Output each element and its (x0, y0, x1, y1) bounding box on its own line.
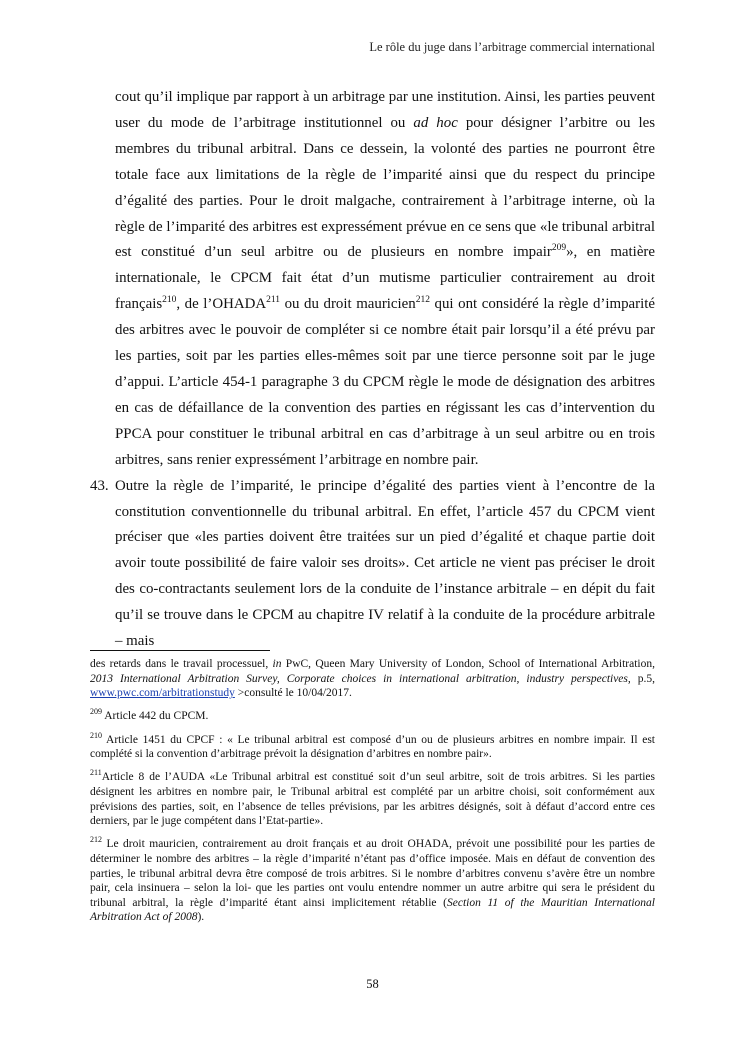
footnote-separator (90, 650, 270, 651)
paragraph-number: 43. (90, 477, 109, 494)
footnote-210 (90, 730, 655, 762)
footnote-number: 212 (90, 835, 102, 845)
text-span: ou du droit mauricien (280, 296, 416, 313)
text-span: p.5, (630, 672, 655, 685)
text-span: », en matière internationale, le CPCM fait état d’un mutisme particulier contrairement au droit français (115, 244, 655, 313)
footnote-212 (90, 837, 655, 925)
text-span: ). (197, 911, 205, 924)
paragraph-43 (90, 474, 655, 655)
text-span: PwC, Queen Mary University of London, School of International Arbitration, (281, 658, 655, 670)
italic-title: 2013 International Arbitration Survey, Corporate choices in international arbitration, industry perspectives, (90, 672, 631, 685)
text-span: des retards dans le travail processuel, (90, 658, 273, 670)
footnote-ref-212[interactable]: 212 (415, 295, 430, 306)
main-text (90, 85, 655, 655)
paragraph-continuation (90, 85, 655, 474)
footnote-209 (90, 709, 655, 724)
footnote-211 (90, 770, 655, 828)
text-span: pour désigner l’arbitre ou les membres du tribunal arbitral. Dans ce dessein, la volonté des parties ne pourront être totale face aux limitations de la règle de l’imparité ainsi que du respect du principe d’égalité des parties. Pour le droit malgache, contrairement à l’arbitrage interne, où la règle de l’imparité des arbitres est expressément prévue en ce sens que «le tribunal arbitral est constitué d’un seul arbitre ou de plusieurs en nombre impair (115, 114, 655, 261)
italic-term: in (272, 658, 282, 670)
footnote-text: Article 1451 du CPCF : « Le tribunal arbitral est composé d’un ou de plusieurs arbitres en nombre impair. Il est complété si la convention d’arbitrage prévoit la désignation d’arbitres en nombre pair». (90, 733, 655, 761)
text-span: >consulté le 10/04/2017. (234, 687, 352, 700)
footnote-ref-210[interactable]: 210 (162, 295, 177, 306)
footnote-number: 210 (90, 730, 102, 740)
footnote-text: Le droit mauricien, contrairement au droit français et au droit OHADA, prévoit une possibilité pour les parties de déterminer le nombre des arbitres – la règle d’imparité n’étant pas d’office imposée. Mais en défaut de convention des parties, le tribunal arbitral devra être composé de trois arbitres. Si le nombre d’arbitres convenu s’avère être un nombre pair, cela insinuera – selon la loi- que les parties ont voulu entendre nommer un autre arbitre qui sera le président du tribunal arbitral, la règle d’imparité étant ainsi implicitement rétablie ( (90, 838, 655, 909)
text-span: cout qu’il implique par rapport à un arbitrage par une institution. Ainsi, les parties peuvent user du mode de l’arbitrage institutionnel ou (115, 89, 655, 131)
page-number: 58 (366, 977, 379, 991)
footnotes (90, 657, 655, 933)
italic-citation: Section 11 of the Mauritian International Arbitration Act of 2008 (90, 896, 655, 924)
italic-term: ad hoc (413, 114, 458, 131)
text-span: qui ont considéré la règle d’imparité des arbitres avec le pouvoir de compléter si ce nombre était pair lorsqu’il a été prévu par les parties, soit par les parties elles-mêmes soit par une tierce personne soit par le juge d’appui. L’article 454-1 paragraphe 3 du CPCM règle le mode de désignation des arbitres en cas de défaillance de la convention des parties en régissant les cas d’intervention du PPCA pour constituer le tribunal arbitral en cas d’arbitrage à un seul arbitre ou en trois arbitres, sans renier expressément l’arbitrage en nombre pair. (115, 296, 655, 468)
pwc-link[interactable]: www.pwc.com/arbitrationstudy (90, 687, 235, 700)
footnote-continuation (90, 657, 655, 701)
text-span: Outre la règle de l’imparité, le principe d’égalité des parties vient à l’encontre de la constitution conventionnelle du tribunal arbitral. En effet, l’article 457 du CPCM vient préciser que «les parties doivent être traitées sur un pied d’égalité et chaque partie doit avoir toute possibilité de faire valoir ses droits». Cet article ne vient pas préciser le droit des co-contractants seulement lors de la conduite de l’instance arbitrale – en dépit du fait qu’il se trouve dans le CPCM au chapitre IV relatif à la conduite de la procédure arbitrale – mais (115, 477, 655, 650)
running-header: Le rôle du juge dans l’arbitrage commercial international (369, 40, 655, 54)
footnote-number: 211 (90, 768, 102, 778)
footnote-text: Article 8 de l’AUDA «Le Tribunal arbitral est constitué soit d’un seul arbitre, soit de trois arbitres. Si les parties désignent les arbitres en nombre pair, le Tribunal arbitral est complété par un arbitre choisi, soit conformément aux prévisions des parties, soit, en l’absence de telles prévisions, par les arbitres désignés, soit à défaut d’accord entre ces derniers, par le juge compétent dans l’Etat-partie». (90, 771, 655, 828)
text-span: , de l’OHADA (176, 296, 267, 313)
footnote-ref-209[interactable]: 209 (551, 243, 567, 254)
footnote-text: Article 442 du CPCM. (102, 710, 209, 723)
footnote-ref-211[interactable]: 211 (266, 295, 281, 306)
footnote-number: 209 (90, 707, 102, 717)
